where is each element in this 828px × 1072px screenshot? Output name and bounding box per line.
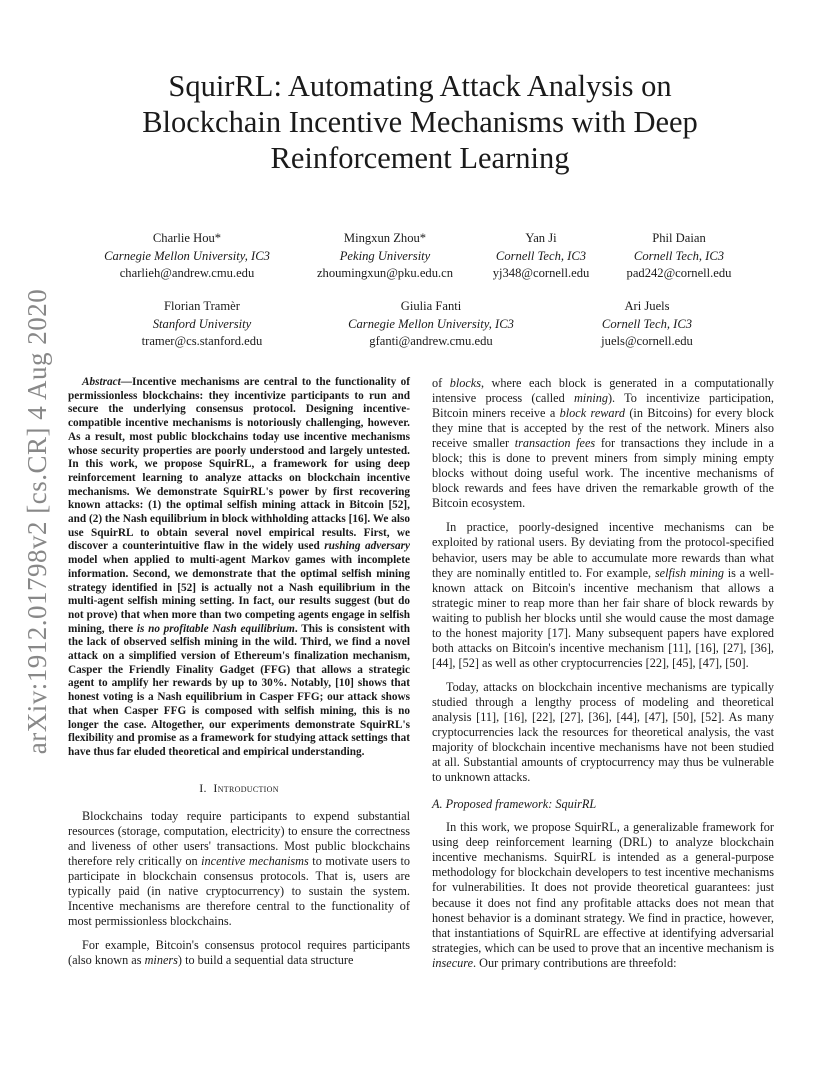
author-name: Giulia Fanti xyxy=(400,299,462,313)
author-email: zhoumingxun@pku.edu.cn xyxy=(316,266,454,280)
intro-paragraph-1: Blockchains today require participants to expend substantial resources (storage, computation, electricity) to ensure the correctness and liveness of other users' transactions. Most public blockchains therefore rely critically on incentive mechanisms to motivate users to participate in blockchain consensus protocols. That is, users are typically paid (in native cryptocurrency) to sustain the system. Incentive mechanisms are therefore central to the functionality of most permissionless blockchains. xyxy=(68,808,410,929)
author-name: Florian Tramèr xyxy=(164,299,240,313)
author-affiliation: Peking University xyxy=(339,248,431,263)
author-email: yj348@cornell.edu xyxy=(492,266,590,280)
intro-paragraph-2: For example, Bitcoin's consensus protocol requires participants (also known as miners) to build a sequential data structure xyxy=(68,938,410,968)
paper-title xyxy=(80,68,760,176)
author-affiliation: Cornell Tech, IC3 xyxy=(633,248,725,263)
right-paragraph-2: In practice, poorly-designed incentive mechanisms can be exploited by rational users. By deviating from the protocol-specified behavior, users may be able to accumulate more rewards than what they are nominally entitled to. For example, selfish mining is a well-known attack on Bitcoin's incentive mechanism that allows a strategic miner to reap more than her fair share of block rewards by waiting to publish her blocks until she would cause the most damage to the honest majority [17]. Many subsequent papers have explored both attacks on Bitcoin's incentive mechanism [11], [16], [27], [36], [44], [52] as well as other cryptocurrencies [22], [45], [47], [50]. xyxy=(432,520,774,670)
author-name: Yan Ji xyxy=(525,231,557,245)
author-affiliation: Stanford University xyxy=(152,316,252,331)
author-block xyxy=(96,230,278,283)
author-block xyxy=(132,298,272,351)
author-affiliation: Carnegie Mellon University, IC3 xyxy=(348,316,514,331)
right-paragraph-1: of blocks, where each block is generated in a computationally intensive process (called mining). To incentivize participation, Bitcoin miners receive a block reward (in Bitcoins) for every block they mine that is accepted by the rest of the network. Miners also receive smaller transaction fees for transactions they include in a block; this is done to prevent miners from simply mining empty blocks without doing useful work. The incentive mechanisms of block rewards and fees have driven the remarkable growth of the Bitcoin ecosystem. xyxy=(432,376,774,511)
subsection-heading: A. Proposed framework: SquirRL xyxy=(432,797,597,812)
abstract: Abstract—Incentive mechanisms are central to the functionality of permissionless blockchains: they incentivize participants to run and secure the underlying consensus protocol. Designing incentive-compatible incentive mechanisms is notoriously challenging, however. As a result, most public blockchains today use incentive mechanisms whose security properties are poorly understood and largely untested. In this work, we propose SquirRL, a framework for using deep reinforcement learning to analyze attacks on blockchain incentive mechanisms. We demonstrate SquirRL's power by first recovering known attacks: (1) the optimal selfish mining attack in Bitcoin [52], and (2) the Nash equilibrium in block withholding attacks [16]. We also use SquirRL to obtain several novel empirical results. First, we discover a counterintuitive flaw in the widely used rushing adversary model when applied to multi-agent Markov games with incomplete information. Second, we demonstrate that the optimal selfish mining strategy identified in [52] is actually not a Nash equilibrium in the multi-agent selfish mining setting. In fact, our results suggest (but do not prove) that when more than two competing agents engage in selfish mining, there is no profitable Nash equilibrium. This is consistent with the lack of observed selfish mining in the wild. Third, we find a novel attack on a simplified version of Ethereum's finalization mechanism, Casper the Friendly Finality Gadget (FFG) that allows a strategic agent to amplify her rewards by up to 30%. Notably, [10] shows that honest voting is a Nash equilibrium in Casper FFG; our attack shows that when Casper FFG is composed with selfish mining, this is no longer the case. Altogether, our experiments demonstrate SquirRL's flexibility and promise as a framework for studying attack settings that have thus far eluded theoretical and empirical understanding. xyxy=(68,376,410,758)
title-line-3: Reinforcement Learning xyxy=(270,141,570,175)
author-email: tramer@cs.stanford.edu xyxy=(141,334,263,348)
author-affiliation: Cornell Tech, IC3 xyxy=(495,248,587,263)
section-heading-introduction: I. Introduction xyxy=(199,780,279,795)
author-block xyxy=(310,230,460,283)
abstract-label: Abstract xyxy=(82,376,121,388)
author-name: Charlie Hou* xyxy=(152,231,222,245)
author-block xyxy=(620,230,738,283)
author-block xyxy=(338,298,524,351)
title-line-1: SquirRL: Automating Attack Analysis on xyxy=(168,69,672,103)
arxiv-identifier xyxy=(18,286,58,756)
author-name: Mingxun Zhou* xyxy=(343,231,427,245)
left-column xyxy=(68,376,410,968)
author-affiliation: Cornell Tech, IC3 xyxy=(601,316,693,331)
author-block xyxy=(590,298,704,351)
author-email: charlieh@andrew.cmu.edu xyxy=(119,266,255,280)
author-name: Phil Daian xyxy=(652,231,706,245)
right-column xyxy=(432,376,774,971)
author-email: gfanti@andrew.cmu.edu xyxy=(369,334,493,348)
author-affiliation: Carnegie Mellon University, IC3 xyxy=(104,248,270,263)
author-email: pad242@cornell.edu xyxy=(626,266,732,280)
title-line-2: Blockchain Incentive Mechanisms with Deep xyxy=(142,105,698,139)
right-paragraph-4: In this work, we propose SquirRL, a generalizable framework for using deep reinforcement learning (DRL) to analyze blockchain incentive mechanisms. SquirRL is intended as a general-purpose methodology for blockchain developers to test incentive mechanisms for vulnerabilities. It does not provide theoretical guarantees: just because it does not find any profitable attacks does not mean that honest behavior is a dominant strategy. We find in practice, however, that instantiations of SquirRL are effective at identifying adversarial strategies, which can be used to prove that an incentive mechanism is insecure. Our primary contributions are threefold: xyxy=(432,820,774,970)
right-paragraph-3: Today, attacks on blockchain incentive mechanisms are typically studied through a lengthy process of modeling and theoretical analysis [11], [16], [22], [27], [36], [44], [47], [50], [52]. As many cryptocurrencies lack the resources for theoretical analysis, the vast majority of blockchain incentive mechanisms have not been studied at all. Substantial amounts of cryptocurrency may thus be vulnerable to unknown attacks. xyxy=(432,679,774,785)
author-email: juels@cornell.edu xyxy=(601,334,693,348)
author-name: Ari Juels xyxy=(624,299,670,313)
author-block xyxy=(484,230,598,283)
arxiv-id-text: arXiv:1912.01798v2 [cs.CR] 4 Aug 2020 xyxy=(22,288,53,754)
